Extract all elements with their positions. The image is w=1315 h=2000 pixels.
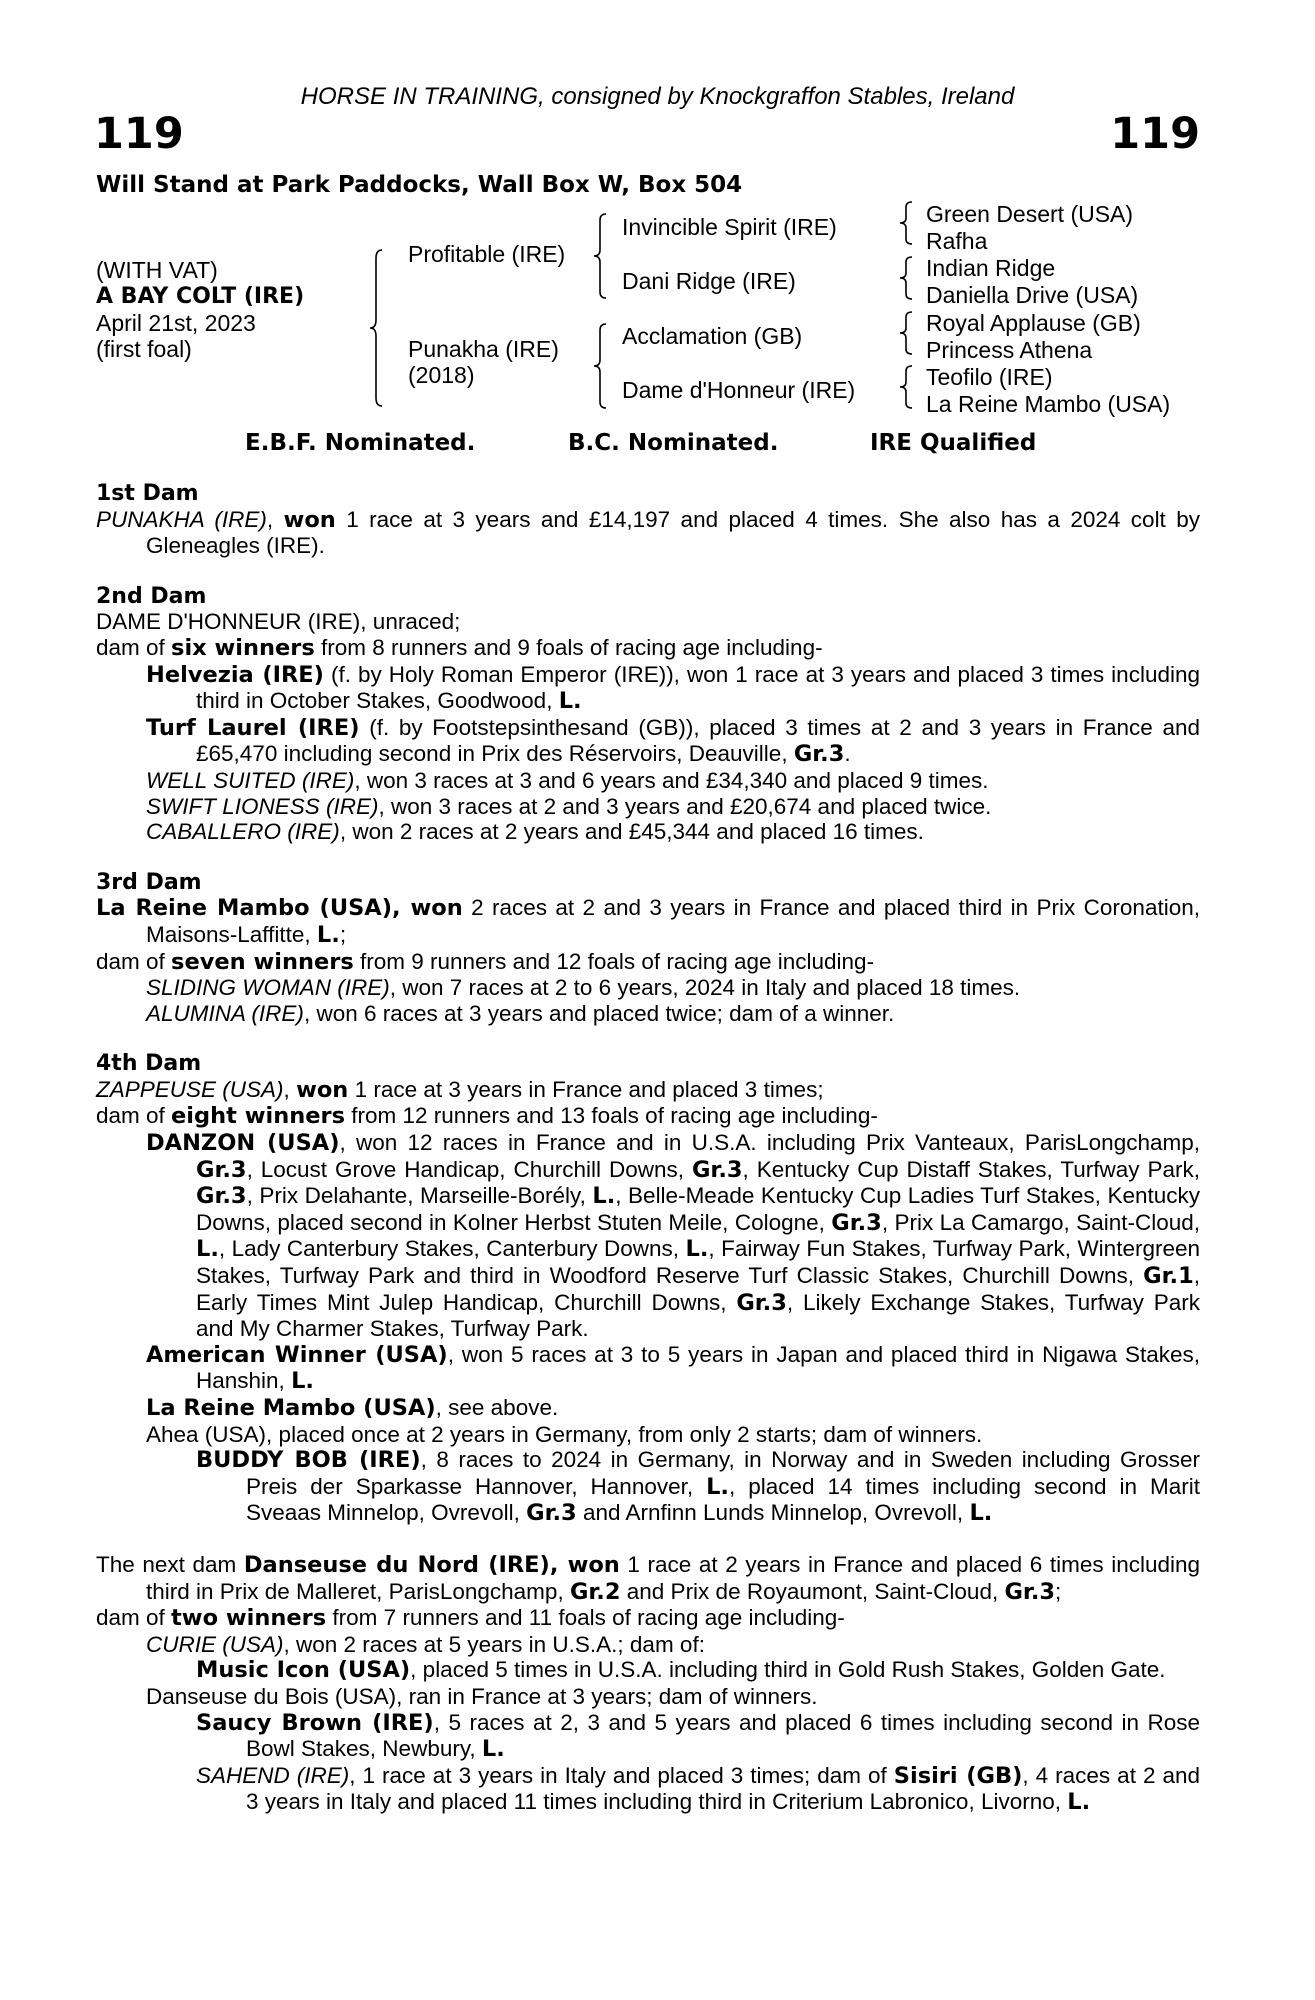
progeny-text: , won 3 races at 2 and 3 years and £20,674 and placed twice. (378, 793, 992, 819)
dam3-text: 2 races at 2 and 3 years in France and placed third in Prix Coronation, Maisons-Laffitte, (146, 895, 1200, 947)
progeny-name: Turf Laurel (IRE) (146, 714, 360, 741)
next-dam-name: Danseuse du Nord (IRE) (243, 1551, 550, 1578)
dam-of-label: dam of (96, 948, 172, 974)
progeny-text: , Fairway Fun Stakes, Turfway Park, Wintergreen Stakes, Turfway Park and third in Woodford Reserve Turf Classic Stakes, Churchill Downs, (196, 1236, 1201, 1289)
danzon-entry (96, 1130, 1200, 1342)
dam2-progeny-2 (96, 715, 1200, 768)
dam1-entry: PUNAKHA (IRE), won 1 race at 3 years and £14,197 and placed 4 times. She also has a 2024 colt by Gleneagles (IRE). (96, 506, 1200, 559)
progeny-text: , Lady Canterbury Stakes, Canterbury Downs, (218, 1236, 686, 1262)
pedigree-brace-dam (592, 322, 608, 410)
progeny-text: , Early Times Mint Julep Handicap, Churchill Downs, (196, 1263, 1200, 1315)
progeny-text: , placed 14 times including second in Marit Sveaas Minnelop, Ovrevoll, (246, 1473, 1200, 1526)
progeny-text: , 5 races at 2, 3 and 5 years and placed 6 times including second in Rose Bowl Stakes, Newbury, (246, 1709, 1201, 1762)
curie-entry (96, 1632, 1200, 1658)
dam1-text: 1 race at 3 years and £14,197 and placed 4 times. She also has a 2024 colt by Gleneagles (IRE). (146, 506, 1200, 559)
progeny-text: (f. by Holy Roman Emperor (IRE)), won 1 race at 3 years and placed 3 times including third in October Stakes, Goodwood, (196, 661, 1200, 714)
progeny-text: , Likely Exchange Stakes, Turfway Park and My Charmer Stakes, Turfway Park. (196, 1289, 1200, 1342)
progeny-name: SLIDING WOMAN (IRE) (146, 975, 390, 1001)
progeny-text: , 8 races to 2024 in Germany, in Norway and in Sweden including Grosser Preis der Sparkasse Hannover, Hannover, (246, 1447, 1200, 1499)
race-grade: Gr.3 (793, 741, 845, 768)
progeny-name: Music Icon (USA) (196, 1657, 411, 1684)
race-grade: Gr.3 (526, 1500, 577, 1527)
dam2-progeny-4 (96, 794, 1200, 820)
progeny-name: SWIFT LIONESS (IRE) (146, 793, 379, 819)
foaled-date: April 21st, 2023 (96, 310, 256, 336)
next-dam-dam-of (96, 1605, 1200, 1632)
progeny-text: , won 5 races at 3 to 5 years in Japan and placed third in Nigawa Stakes, Hanshin, (196, 1341, 1200, 1394)
progeny-name: SAHEND (IRE) (196, 1762, 350, 1788)
race-grade: Gr.3 (1004, 1578, 1056, 1605)
progeny-text-end: . (844, 741, 851, 767)
progeny-text: , Belle-Meade Kentucky Cup Ladies Turf Stakes, Kentucky Downs, placed second in Kolner Herbst Stuten Meile, Cologne, (196, 1183, 1200, 1235)
ebf-nomination: E.B.F. Nominated. (245, 430, 476, 456)
sire-dam-name: Dani Ridge (IRE) (622, 268, 796, 294)
winners-count: six winners (171, 634, 315, 661)
gsire-3: Indian Ridge (926, 255, 1056, 281)
winners-count: two winners (171, 1605, 327, 1632)
progeny-text: , Kentucky Cup Distaff Stakes, Turfway Park, (742, 1156, 1200, 1182)
race-grade: L. (969, 1500, 993, 1527)
race-grade: L. (316, 921, 340, 948)
lot-number-right: 119 (1110, 109, 1200, 159)
gsire-1: Green Desert (USA) (926, 201, 1134, 227)
progeny-name: CURIE (USA) (146, 1631, 284, 1657)
progeny-text: , 1 race at 3 years in Italy and placed 3 times; dam of (349, 1762, 894, 1788)
race-grade: Gr.3 (196, 1183, 247, 1210)
buddy-bob-entry (96, 1447, 1200, 1527)
dam-sire-name: Acclamation (GB) (622, 323, 803, 349)
gsire-6: Princess Athena (926, 337, 1093, 363)
ahea-entry: Ahea (USA), placed once at 2 years in Germany, from only 2 starts; dam of winners. (146, 1421, 983, 1447)
dam-of-label: dam of (96, 1605, 172, 1631)
dam-of-summary: from 7 runners and 11 foals of racing age including- (326, 1605, 845, 1631)
race-grade: L. (481, 1736, 505, 1763)
progeny-name: BUDDY BOB (IRE) (196, 1447, 421, 1474)
race-grade: L. (291, 1368, 314, 1395)
next-dam-entry (96, 1552, 1200, 1605)
progeny-text: 1 race at 2 years in France and placed 6 times including third in Prix de Malleret, ParisLongchamp, (146, 1551, 1201, 1604)
dam2-progeny-5 (96, 819, 1200, 845)
lot-number-left: 119 (94, 109, 184, 159)
sahend-entry (96, 1763, 1200, 1816)
progeny-text: , won 2 races at 5 years in U.S.A.; dam of: (283, 1631, 705, 1657)
winners-count: eight winners (171, 1103, 346, 1130)
race-grade: L. (592, 1183, 616, 1210)
dam-of-label: dam of (96, 1103, 172, 1129)
stand-location: Will Stand at Park Paddocks, Wall Box W, Box 504 (96, 172, 743, 198)
dam4-won: won (296, 1076, 349, 1103)
next-dam-label: The next dam (96, 1551, 244, 1577)
dam4-entry: ZAPPEUSE (USA), won 1 race at 3 years in France and placed 3 times; (96, 1076, 824, 1103)
dam-dam-name: Dame d'Honneur (IRE) (622, 377, 856, 403)
progeny-name: Helvezia (IRE) (146, 661, 324, 688)
winners-count: seven winners (171, 948, 354, 975)
pedigree-body (96, 481, 1200, 1816)
progeny-text: and Prix de Royaumont, Saint-Cloud, (620, 1578, 1005, 1604)
progeny-text: , won 2 races at 2 years and £45,344 and placed 16 times. (339, 819, 924, 845)
progeny-name: CABALLERO (IRE) (146, 819, 340, 845)
dam2-progeny-1 (96, 662, 1200, 715)
race-grade: L. (558, 688, 582, 715)
consignment-line: HORSE IN TRAINING, consigned by Knockgraffon Stables, Ireland (300, 83, 1015, 110)
foal-note: (first foal) (96, 336, 192, 362)
race-grade: L. (196, 1236, 219, 1263)
dam3-name: La Reine Mambo (USA) (96, 895, 392, 922)
sire-sire-name: Invincible Spirit (IRE) (622, 214, 837, 240)
dam3-progeny-1 (96, 975, 1200, 1001)
progeny-text: (f. by Footstepsinthesand (GB)), placed 3 times at 2 and 3 years in France and £65,470 including second in Prix des Réservoirs, Deauville, (196, 714, 1200, 767)
danseuse-du-bois-entry: Danseuse du Bois (USA), ran in France at 3 years; dam of winners. (146, 1683, 818, 1709)
next-dam-won: , won (549, 1551, 620, 1578)
dam-of-summary: from 9 runners and 12 foals of racing age including- (353, 948, 875, 974)
dam1-heading: 1st Dam (96, 481, 199, 506)
dam1-won: won (283, 506, 336, 533)
progeny-text: , Prix Delahante, Marseille-Borély, (246, 1183, 593, 1209)
progeny-text: , placed 5 times in U.S.A. including third in Gold Rush Stakes, Golden Gate. (410, 1657, 1166, 1683)
dam4-heading: 4th Dam (96, 1051, 202, 1077)
dam3-entry (96, 895, 1200, 948)
race-grade: Gr.3 (196, 1156, 247, 1183)
dam4-text: 1 race at 3 years in France and placed 3 times; (348, 1076, 824, 1102)
dam4-name: ZAPPEUSE (USA) (96, 1076, 284, 1102)
race-grade: L. (706, 1473, 729, 1500)
progeny-text: , Prix La Camargo, Saint-Cloud, (881, 1209, 1200, 1235)
gsire-4: Daniella Drive (USA) (926, 282, 1139, 308)
progeny-name: La Reine Mambo (USA) (146, 1395, 436, 1421)
dam-of-summary: from 12 runners and 13 foals of racing age including- (345, 1103, 878, 1129)
race-grade: Gr.3 (736, 1289, 787, 1316)
la-reine-mambo-entry (96, 1395, 1200, 1422)
pedigree-brace-g4 (898, 364, 914, 410)
race-grade: Gr.3 (691, 1156, 743, 1183)
progeny-text: , won 6 races at 3 years and placed twice; dam of a winner. (303, 1000, 895, 1026)
next-dam-text-end: ; (1055, 1578, 1062, 1604)
race-grade: Gr.1 (1143, 1263, 1194, 1290)
dam3-text-end: ; (339, 921, 347, 947)
progeny-text: , won 3 races at 3 and 6 years and £34,340 and placed 9 times. (354, 767, 989, 793)
dam3-won: , won (392, 895, 463, 922)
pedigree-brace-main (368, 248, 384, 408)
dam2-line1: DAME D'HONNEUR (IRE), unraced; (96, 609, 461, 635)
progeny-text: , won 7 races at 2 to 6 years, 2024 in Italy and placed 18 times. (389, 975, 1021, 1001)
race-grade: L. (1067, 1789, 1091, 1816)
bc-nomination: B.C. Nominated. (568, 430, 779, 456)
horse-name: A BAY COLT (IRE) (96, 284, 305, 309)
dam2-dam-of (96, 635, 1200, 662)
gsire-7: Teofilo (IRE) (926, 364, 1053, 390)
progeny-text: , won 12 races in France and in U.S.A. including Prix Vanteaux, ParisLongchamp, (339, 1130, 1200, 1156)
gsire-5: Royal Applause (GB) (926, 310, 1141, 336)
dam-name: Punakha (IRE) (408, 336, 559, 362)
saucy-brown-entry (96, 1710, 1200, 1763)
ire-qualified: IRE Qualified (870, 430, 1037, 456)
progeny-name: WELL SUITED (IRE) (146, 767, 355, 793)
race-grade: L. (685, 1236, 709, 1263)
progeny-name: Sisiri (GB) (893, 1762, 1023, 1789)
dam1-name: PUNAKHA (IRE) (96, 506, 267, 532)
vat-note: (WITH VAT) (96, 257, 218, 283)
pedigree-brace-sire (592, 212, 608, 300)
gsire-8: La Reine Mambo (USA) (926, 391, 1171, 417)
gsire-2: Rafha (926, 228, 988, 254)
progeny-text: , 4 races at 2 and 3 years in Italy and placed 11 times including third in Criterium Labronico, Livorno, (246, 1762, 1200, 1815)
dam4-dam-of (96, 1103, 1200, 1130)
dam2-heading: 2nd Dam (96, 583, 207, 609)
dam3-dam-of (96, 949, 1200, 976)
progeny-text: , Locust Grove Handicap, Churchill Downs, (246, 1156, 692, 1182)
progeny-name: ALUMINA (IRE) (146, 1000, 304, 1026)
american-winner-entry (96, 1342, 1200, 1395)
pedigree-brace-g3 (898, 310, 914, 356)
progeny-name: Saucy Brown (IRE) (196, 1709, 434, 1736)
progeny-name: DANZON (USA) (146, 1130, 340, 1157)
progeny-text: , see above. (435, 1395, 559, 1420)
music-icon-entry (96, 1657, 1200, 1684)
race-grade: Gr.2 (569, 1578, 621, 1605)
pedigree-brace-g1 (898, 200, 914, 246)
dam3-heading: 3rd Dam (96, 869, 202, 895)
race-grade: Gr.3 (831, 1209, 882, 1236)
pedigree-brace-g2 (898, 255, 914, 301)
sire-name: Profitable (IRE) (408, 241, 566, 267)
dam-year: (2018) (408, 362, 475, 388)
progeny-text: and Arnfinn Lunds Minnelop, Ovrevoll, (576, 1500, 970, 1526)
dam-of-summary: from 8 runners and 9 foals of racing age including- (314, 634, 823, 660)
dam3-progeny-2 (96, 1001, 1200, 1027)
dam-of-label: dam of (96, 634, 172, 660)
dam2-progeny-3 (96, 768, 1200, 794)
progeny-name: American Winner (USA) (146, 1341, 448, 1368)
